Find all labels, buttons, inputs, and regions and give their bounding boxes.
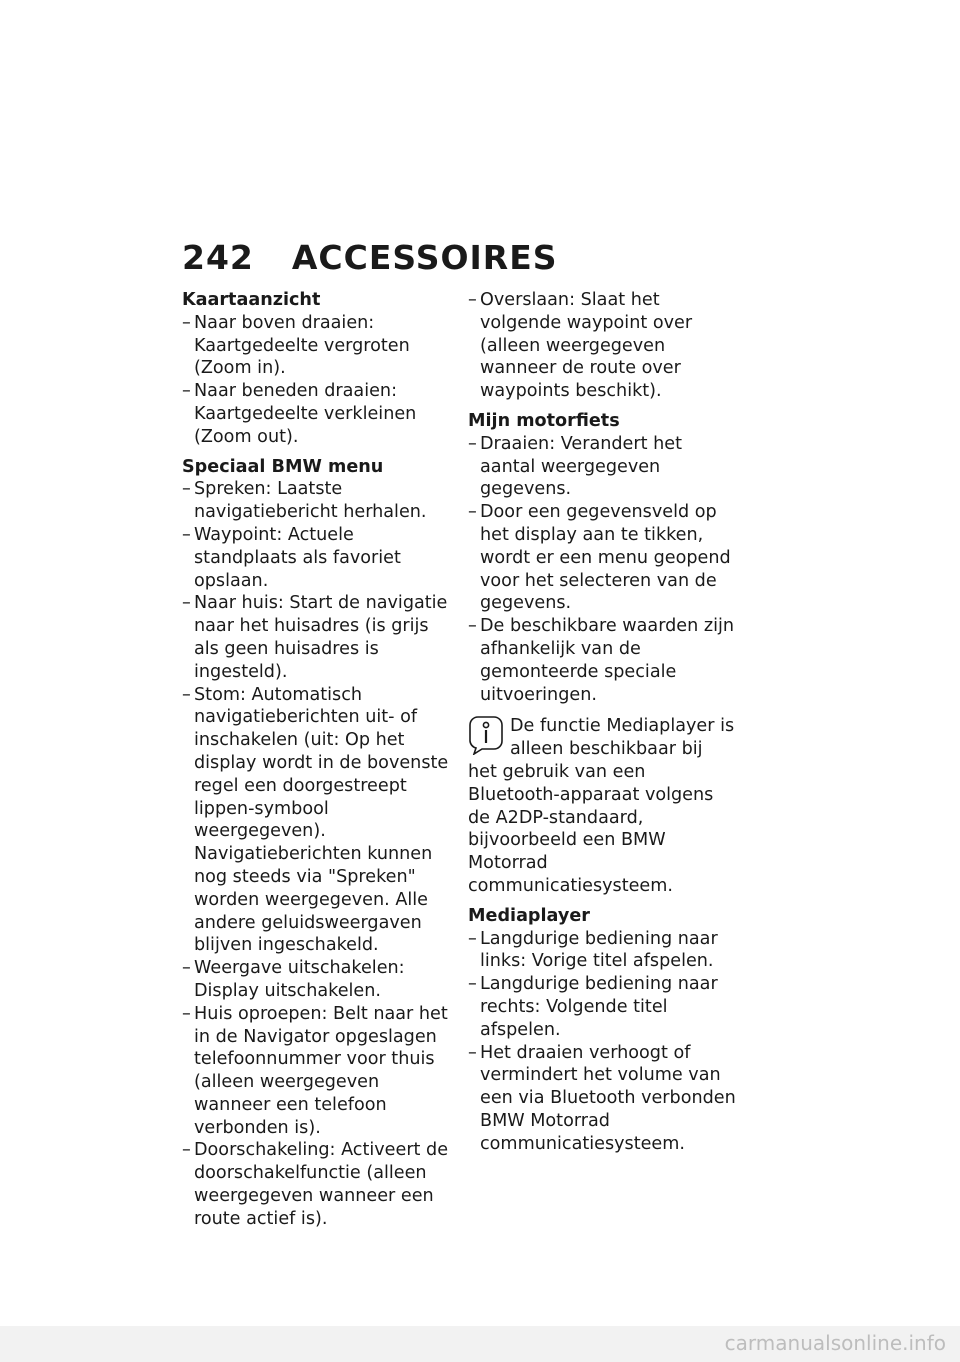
section-heading: Mediaplayer [468, 905, 590, 926]
page-number: 242 [182, 238, 254, 277]
list-item: – Naar beneden draaien: Kaartgedeelte verkleinen (Zoom out). [182, 380, 450, 448]
section-speciaal-continued [468, 289, 736, 403]
right-column [468, 289, 736, 1162]
list-item: – Door een gegevensveld op het display aan te tikken, wordt er een menu geopend voor het selecteren van de gegevens. [468, 501, 736, 615]
left-column [182, 289, 450, 1238]
list-item: – Langdurige bediening naar rechts: Volgende titel afspelen. [468, 973, 736, 1041]
list-item: – Weergave uitschakelen: Display uitschakelen. [182, 957, 450, 1003]
list-item: – Huis oproepen: Belt naar het in de Navigator opgeslagen telefoonnummer voor thuis (alleen weergegeven wanneer een telefoon verbonden is). [182, 1003, 450, 1140]
list-item: – Naar huis: Start de navigatie naar het huisadres (is grijs als geen huisadres is ingesteld). [182, 592, 450, 683]
list-item: – Het draaien verhoogt of vermindert het volume van een via Bluetooth verbonden BMW Motorrad communicatiesysteem. [468, 1042, 736, 1156]
list-item: – Doorschakeling: Activeert de doorschakelfunctie (alleen weergegeven wanneer een route actief is). [182, 1139, 450, 1230]
list-item: – De beschikbare waarden zijn afhankelijk van de gemonteerde speciale uitvoeringen. [468, 615, 736, 706]
note-text: De functie Mediaplayer is alleen beschikbaar bij het gebruik van een Bluetooth-apparaat volgens de A2DP-standaard, bijvoorbeeld een BMW Motorrad communicatiesysteem. [468, 716, 735, 896]
list-item: – Langdurige bediening naar links: Vorige titel afspelen. [468, 928, 736, 974]
bullet-list [468, 289, 736, 403]
info-note [468, 715, 736, 897]
footer-bar [0, 1326, 960, 1362]
bullet-list [468, 928, 736, 1156]
list-item: – Waypoint: Actuele standplaats als favoriet opslaan. [182, 524, 450, 592]
watermark-text: carmanualsonline.info [724, 1331, 946, 1355]
list-item: – Stom: Automatisch navigatieberichten uit- of inschakelen (uit: Op het display wordt in de bovenste regel een doorgestreept lippen-symbool weergegeven). Navigatieberichten kunnen nog steeds via "Spreken" worden weergegeven. Alle andere geluidsweergaven blijven ingeschakeld. [182, 684, 450, 958]
section-kaartaanzicht [182, 289, 450, 449]
section-speciaal-bmw-menu [182, 456, 450, 1231]
list-item: – Naar boven draaien: Kaartgedeelte vergroten (Zoom in). [182, 312, 450, 380]
chapter-title: ACCESSOIRES [291, 238, 558, 277]
bullet-list [182, 312, 450, 449]
section-heading: Speciaal BMW menu [182, 456, 384, 477]
list-item: – Overslaan: Slaat het volgende waypoint over (alleen weergegeven wanneer de route over waypoints beschikt). [468, 289, 736, 403]
section-mediaplayer [468, 905, 736, 1156]
list-item: – Spreken: Laatste navigatiebericht herhalen. [182, 478, 450, 524]
section-heading: Mijn motorfiets [468, 410, 620, 431]
bullet-list [468, 433, 736, 707]
bullet-list [182, 478, 450, 1230]
page-header [182, 238, 558, 277]
section-mijn-motorfiets [468, 410, 736, 706]
info-icon [468, 715, 504, 755]
section-heading: Kaartaanzicht [182, 290, 321, 310]
list-item: – Draaien: Verandert het aantal weergegeven gegevens. [468, 433, 736, 501]
